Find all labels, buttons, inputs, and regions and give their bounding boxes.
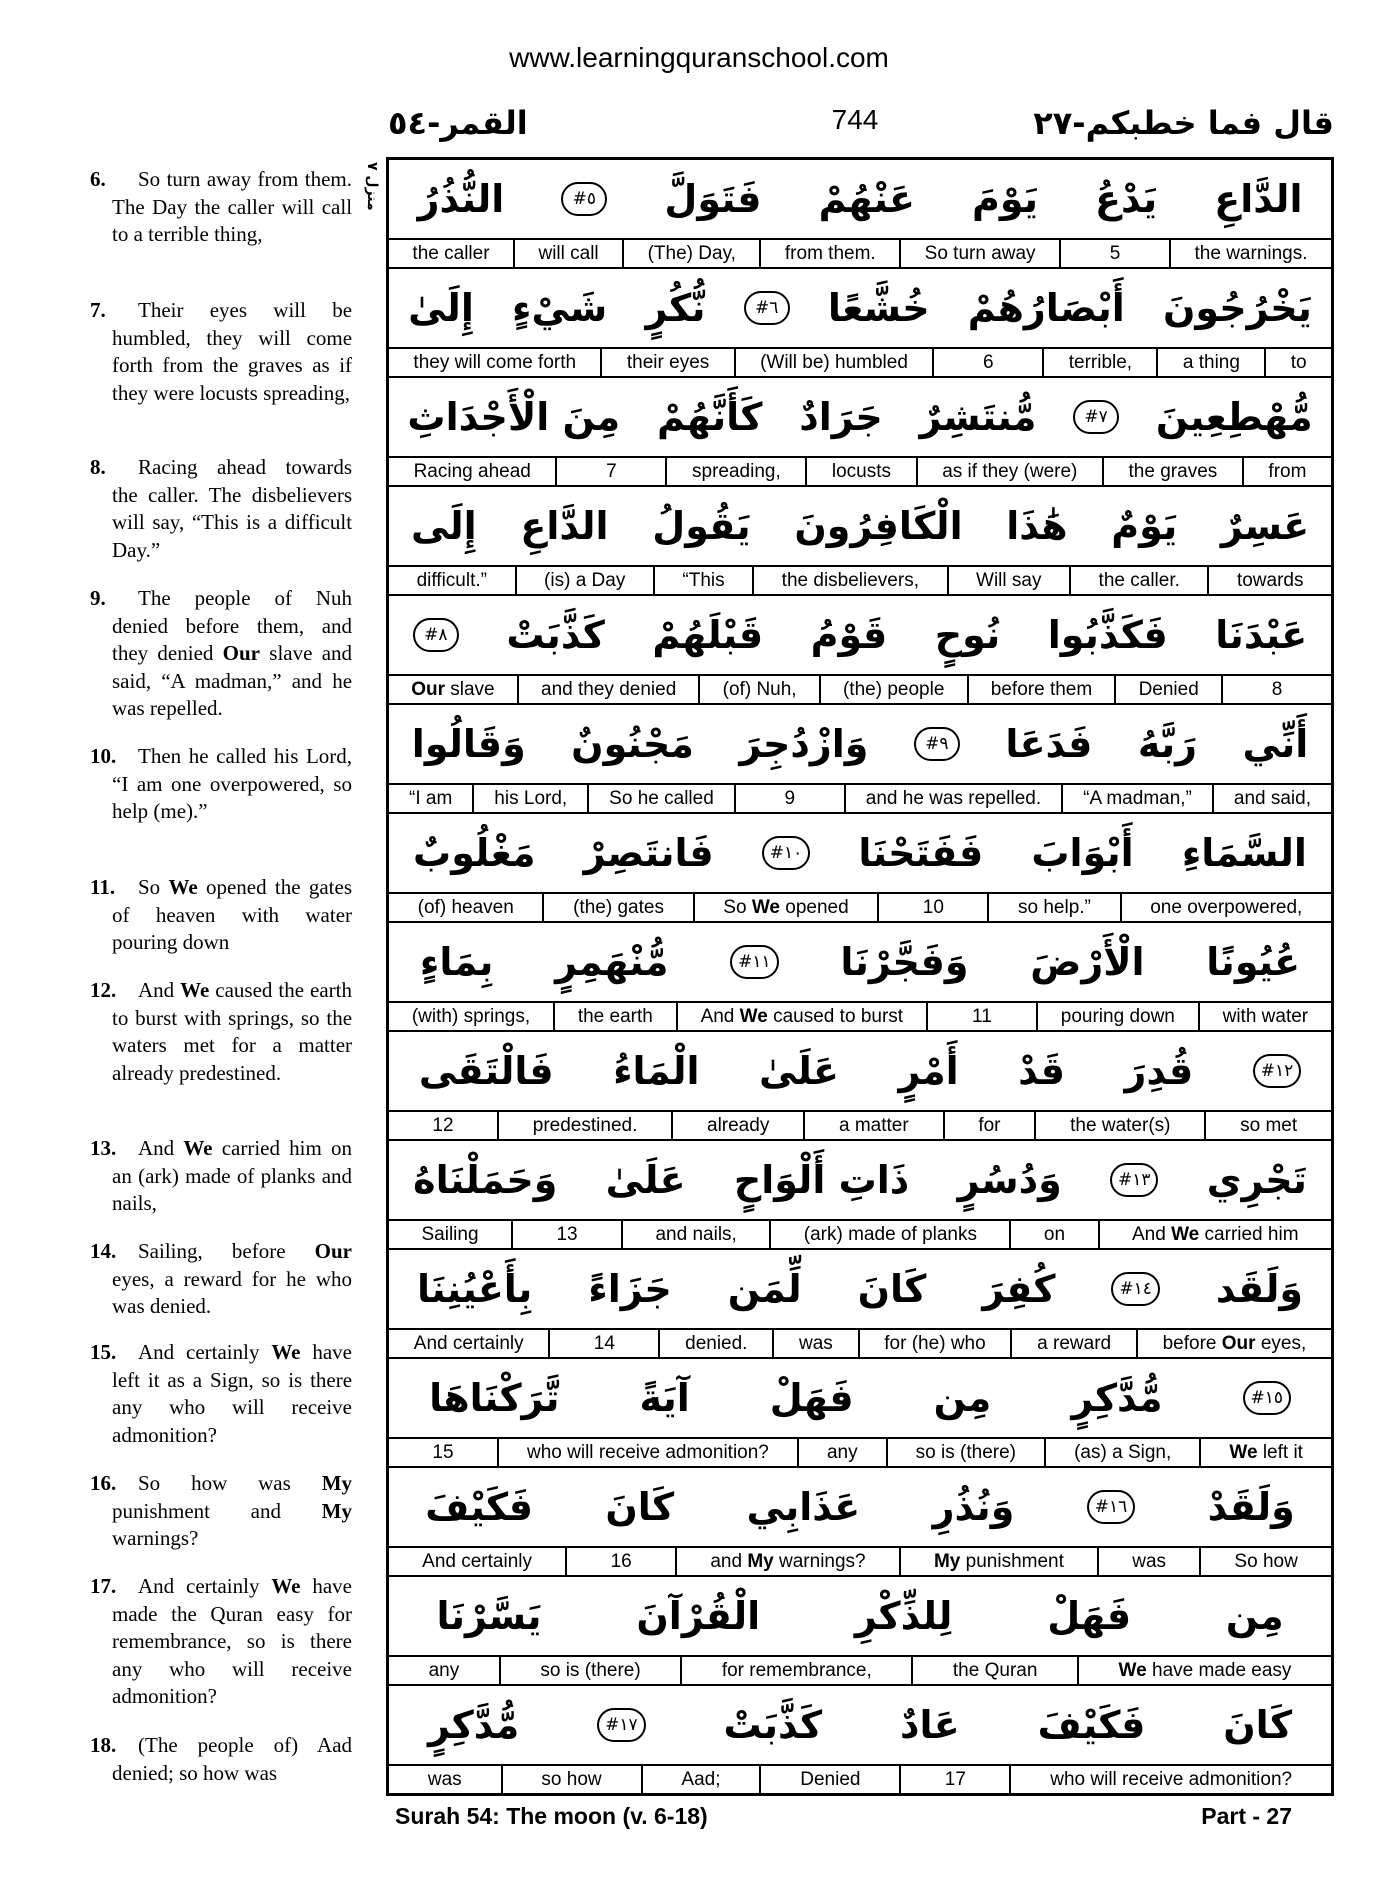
word-meaning-cell: they will come forth (413, 352, 577, 373)
arabic-word: خُشَّعًا (827, 286, 930, 330)
arabic-row (389, 378, 1331, 458)
word-meaning-cell: So he called (587, 785, 734, 812)
word-meaning-cell: was (772, 1330, 857, 1357)
word-meaning-cell: difficult.” (416, 570, 487, 591)
verse-translation: 12. And We caused the earth to burst with springs, so the waters met for a matter already predestined. (90, 978, 353, 1085)
word-meaning-cell: (is) a Day (515, 567, 653, 594)
word-meaning-cell: and he was repelled. (844, 785, 1061, 812)
verse-translation: 13. And We carried him on an (ark) made of planks and nails, (90, 1136, 353, 1215)
verse-number: 15. (90, 1340, 117, 1364)
arabic-row (389, 487, 1331, 567)
arabic-word: مُّنْهَمِرٍ (555, 940, 669, 984)
verse-translation: 6. So turn away from them. The Day the caller will call to a terrible thing, (90, 167, 353, 246)
word-meaning-cell: one overpowered, (1120, 894, 1331, 921)
arabic-word: الْكَافِرُونَ (794, 504, 963, 548)
verse-end-marker: #٧ (1073, 400, 1119, 434)
arabic-word: عَلَىٰ (759, 1049, 839, 1093)
word-meaning-cell: the caller. (1069, 567, 1207, 594)
arabic-word: نُوحٍ (934, 613, 1001, 657)
arabic-word: السَّمَاءِ (1181, 831, 1307, 875)
word-by-word-table (386, 157, 1334, 1796)
verse-number-cell: 7 (555, 458, 665, 485)
word-meaning-cell: a reward (1010, 1330, 1135, 1357)
arabic-row (389, 705, 1331, 785)
word-meaning-cell: so is (there) (499, 1657, 680, 1684)
word-meaning-cell: who will receive admonition? (497, 1439, 797, 1466)
arabic-word: أَنِّي (1242, 722, 1309, 766)
word-meaning-cell: from them. (759, 240, 899, 267)
verse-number: 12. (90, 978, 117, 1002)
arabic-word: وَحَمَلْنَاهُ (413, 1158, 558, 1202)
arabic-word: الدَّاعِ (1214, 177, 1303, 221)
arabic-word: يَقُولُ (652, 504, 751, 548)
verse-number: 14. (90, 1239, 117, 1263)
arabic-word: قَوْمُ (810, 613, 888, 657)
arabic-row (389, 269, 1331, 349)
translation-row (389, 894, 1331, 923)
arabic-row (389, 1141, 1331, 1221)
word-meaning-cell: predestined. (497, 1112, 671, 1139)
arabic-word: فَكَيْفَ (1037, 1703, 1146, 1747)
verse-number: 10. (90, 744, 117, 768)
word-meaning-cell: terrible, (1042, 349, 1156, 376)
arabic-word: تَجْرِي (1206, 1158, 1307, 1202)
verse-translation: 15. And certainly We have left it as a Sign, so is there any who will receive admonition? (90, 1340, 353, 1447)
word-meaning-cell: the Quran (911, 1657, 1077, 1684)
translation-row (389, 567, 1331, 596)
word-meaning-cell: before Our eyes, (1136, 1330, 1331, 1357)
arabic-word: إِلَىٰ (408, 286, 474, 330)
arabic-word: مِن (933, 1376, 992, 1420)
arabic-word: وَنُذُرِ (932, 1485, 1015, 1529)
word-meaning-cell: for (he) who (858, 1330, 1011, 1357)
arabic-row (389, 814, 1331, 894)
translation-row (389, 785, 1331, 814)
word-meaning-cell: And We carried him (1098, 1221, 1331, 1248)
translation-row (389, 1330, 1331, 1359)
word-meaning-cell: locusts (805, 458, 915, 485)
word-meaning-cell: “This (653, 567, 752, 594)
surah-label: القمر-٥٤ (388, 104, 528, 142)
word-meaning-cell: from (1242, 458, 1331, 485)
arabic-word: رَبَّهُ (1137, 722, 1198, 766)
arabic-word: تَّرَكْنَاهَا (429, 1376, 560, 1420)
verse-end-marker: #٩ (914, 727, 960, 761)
word-meaning-cell: Aad; (641, 1766, 760, 1793)
arabic-word: الدَّاعِ (520, 504, 609, 548)
verse-number-cell: 10 (877, 894, 987, 921)
arabic-row (389, 160, 1331, 240)
arabic-word: جَرَادٌ (799, 395, 883, 439)
word-meaning-cell: already (671, 1112, 803, 1139)
arabic-word: عَادٌ (899, 1703, 960, 1747)
arabic-word: يَسَّرْنَا (436, 1594, 542, 1638)
arabic-row (389, 923, 1331, 1003)
verse-translation: 16. So how was My punishment and My warnings? (90, 1471, 353, 1550)
verse-number: 18. (90, 1733, 117, 1757)
word-meaning-cell: and said, (1212, 785, 1331, 812)
verse-end-marker: #١٦ (1087, 1490, 1136, 1524)
word-meaning-cell: as if they (were) (916, 458, 1102, 485)
arabic-word: قَدْ (1018, 1049, 1066, 1093)
translation-row (389, 1548, 1331, 1577)
arabic-word: إِلَى (410, 504, 477, 548)
word-meaning-cell: (The) Day, (622, 240, 759, 267)
arabic-word: عَنْهُمْ (818, 177, 915, 221)
word-meaning-cell: the warnings. (1169, 240, 1331, 267)
arabic-word: فَكَذَّبُوا (1047, 613, 1168, 657)
verse-end-marker: #١٠ (762, 836, 811, 870)
verse-end-marker: #١٤ (1111, 1272, 1160, 1306)
word-meaning-cell: was (427, 1769, 462, 1790)
arabic-word: عَبْدَنَا (1215, 613, 1308, 657)
word-meaning-cell: so met (1204, 1112, 1331, 1139)
arabic-word: مَجْنُونٌ (571, 722, 694, 766)
word-meaning-cell: before them (967, 676, 1115, 703)
word-meaning-cell: for (943, 1112, 1035, 1139)
word-meaning-cell: his Lord, (472, 785, 587, 812)
arabic-word: فَهَلْ (769, 1376, 854, 1420)
word-meaning-cell: on (1009, 1221, 1097, 1248)
word-meaning-cell: (with) springs, (411, 1006, 531, 1027)
arabic-word: آيَةً (639, 1376, 690, 1420)
arabic-word: ذَاتِ أَلْوَاحٍ (733, 1158, 910, 1202)
arabic-row (389, 1468, 1331, 1548)
word-meaning-cell: (ark) made of planks (769, 1221, 1009, 1248)
word-meaning-cell: So We opened (693, 894, 878, 921)
arabic-word: عَلَىٰ (605, 1158, 686, 1202)
word-meaning-cell: “A madman,” (1061, 785, 1212, 812)
verse-translation: 10. Then he called his Lord, “I am one overpowered, so help (me).” (90, 744, 353, 823)
arabic-word: بِأَعْيُنِنَا (417, 1267, 533, 1311)
verse-number-cell: 9 (734, 785, 844, 812)
arabic-word: فَتَوَلَّ (664, 177, 762, 221)
arabic-word: كَأَنَّهُمْ (656, 395, 763, 439)
word-meaning-cell: spreading, (665, 458, 805, 485)
word-meaning-cell: pouring down (1036, 1003, 1198, 1030)
word-meaning-cell: any (797, 1439, 886, 1466)
arabic-word: وَلَقَد (1215, 1267, 1304, 1311)
word-meaning-cell: My punishment (899, 1548, 1097, 1575)
word-meaning-cell: (Will be) humbled (734, 349, 933, 376)
part-label: Part - 27 (1201, 1803, 1292, 1829)
translation-row (389, 240, 1331, 269)
word-meaning-cell: Denied (759, 1766, 899, 1793)
word-meaning-cell: And certainly (413, 1333, 524, 1354)
arabic-row (389, 1359, 1331, 1439)
verse-translation: 9. The people of Nuh denied before them, and they denied Our slave and said, “A madman,” and he was repelled. (90, 586, 353, 720)
verse-number-cell: 12 (432, 1115, 454, 1136)
arabic-word: فَفَتَحْنَا (858, 831, 984, 875)
verse-number-cell: 15 (432, 1442, 454, 1463)
verse-end-marker: #٦ (744, 291, 790, 325)
word-meaning-cell: (as) a Sign, (1044, 1439, 1199, 1466)
verse-number-cell: 11 (926, 1003, 1036, 1030)
arabic-word: مِنَ الْأَجْدَاثِ (407, 395, 621, 439)
word-meaning-cell: denied. (658, 1330, 772, 1357)
word-meaning-cell: will call (513, 240, 622, 267)
verse-number-cell: 5 (1059, 240, 1169, 267)
arabic-word: كَانَ (605, 1485, 675, 1529)
arabic-word: عُيُونًا (1206, 940, 1301, 984)
arabic-word: يَوْمٌ (1111, 504, 1178, 548)
word-meaning-cell: a thing (1156, 349, 1264, 376)
word-meaning-cell: with water (1198, 1003, 1331, 1030)
word-meaning-cell: So turn away (899, 240, 1059, 267)
word-meaning-cell: We left it (1199, 1439, 1331, 1466)
arabic-word: كَذَّبَتْ (506, 613, 605, 657)
verse-number: 11. (90, 875, 116, 899)
word-meaning-cell: And certainly (422, 1551, 532, 1572)
word-meaning-cell: the water(s) (1034, 1112, 1204, 1139)
arabic-word: وَقَالُوا (411, 722, 526, 766)
word-meaning-cell: to (1264, 349, 1331, 376)
arabic-word: فَدَعَا (1005, 722, 1093, 766)
verse-number-cell: 16 (565, 1548, 675, 1575)
word-meaning-cell: Racing ahead (413, 461, 531, 482)
verse-translation: 17. And certainly We have made the Quran easy for remembrance, so is there any who will receive admonition? (90, 1574, 353, 1708)
arabic-word: لِّمَن (727, 1267, 802, 1311)
verse-end-marker: #١٧ (597, 1708, 646, 1742)
arabic-word: أَبْوَابَ (1031, 831, 1134, 875)
arabic-word: الْأَرْضَ (1030, 940, 1145, 984)
word-meaning-cell: for remembrance, (680, 1657, 911, 1684)
arabic-word: جَزَاءً (588, 1267, 672, 1311)
verse-number: 6. (90, 167, 106, 191)
word-meaning-cell: (the) gates (542, 894, 692, 921)
arabic-word: مِن (1225, 1594, 1284, 1638)
arabic-word: فَكَيْفَ (425, 1485, 533, 1529)
translation-row (389, 1221, 1331, 1250)
word-meaning-cell: “I am (409, 788, 453, 809)
word-meaning-cell: Our slave (411, 679, 495, 700)
verse-number-cell: 17 (899, 1766, 1009, 1793)
arabic-word: أَمْرٍ (898, 1049, 959, 1093)
arabic-word: أَبْصَارُهُمْ (967, 286, 1125, 330)
arabic-word: شَيْءٍ (512, 286, 608, 330)
verse-end-marker: #٨ (413, 618, 459, 652)
word-meaning-cell: their eyes (600, 349, 733, 376)
verse-number: 8. (90, 455, 106, 479)
arabic-word: يَوْمَ (972, 177, 1038, 221)
verse-translation: 8. Racing ahead towards the caller. The disbelievers will say, “This is a difficult Day.” (90, 455, 353, 562)
word-meaning-cell: (of) heaven (417, 897, 514, 918)
arabic-row (389, 1250, 1331, 1330)
translation-row (389, 1657, 1331, 1686)
arabic-word: بِمَاءٍ (419, 940, 494, 984)
word-meaning-cell: and they denied (517, 676, 699, 703)
verse-number-cell: 8 (1221, 676, 1331, 703)
arabic-word: فَالْتَقَى (418, 1049, 554, 1093)
word-meaning-cell: a matter (803, 1112, 942, 1139)
word-meaning-cell: so how (501, 1766, 641, 1793)
verse-translation: 11. So We opened the gates of heaven with water pouring down (90, 875, 353, 954)
verse-number: 7. (90, 298, 106, 322)
verse-number-cell: 6 (932, 349, 1042, 376)
arabic-word: هَٰذَا (1006, 504, 1068, 548)
translation-row (389, 1766, 1331, 1793)
arabic-word: الْمَاءُ (613, 1049, 700, 1093)
translation-row (389, 1439, 1331, 1468)
arabic-word: فَهَلْ (1047, 1594, 1132, 1638)
arabic-word: كَانَ (1223, 1703, 1293, 1747)
word-meaning-cell: who will receive admonition? (1009, 1766, 1331, 1793)
arabic-word: وَدُسُرٍ (957, 1158, 1062, 1202)
verse-end-marker: #١٢ (1253, 1054, 1302, 1088)
word-meaning-cell: Will say (947, 567, 1070, 594)
word-meaning-cell: So how (1199, 1548, 1331, 1575)
word-meaning-cell: Sailing (421, 1224, 479, 1245)
arabic-word: مَغْلُوبٌ (413, 831, 536, 875)
verse-number: 16. (90, 1471, 117, 1495)
arabic-word: لِلذِّكْرِ (854, 1594, 953, 1638)
arabic-word: كُفِرَ (982, 1267, 1056, 1311)
page-number: 744 (831, 104, 879, 135)
manzil-mark: منزل ٧ (364, 162, 380, 211)
word-meaning-cell: any (428, 1660, 460, 1681)
word-meaning-cell: (of) Nuh, (698, 676, 818, 703)
arabic-word: وَازْدُجِرَ (739, 722, 869, 766)
arabic-row (389, 1032, 1331, 1112)
arabic-word: مُّدَّكِرٍ (428, 1703, 520, 1747)
word-meaning-cell: so help.” (987, 894, 1119, 921)
arabic-word: نُّكُرٍ (645, 286, 706, 330)
arabic-word: يَدْعُ (1095, 177, 1158, 221)
word-meaning-cell: the disbelievers, (752, 567, 946, 594)
arabic-row (389, 596, 1331, 676)
surah-title: Surah 54: The moon (v. 6-18) (395, 1803, 708, 1829)
arabic-word: يَخْرُجُونَ (1162, 286, 1312, 330)
arabic-word: قَبْلَهُمْ (652, 613, 764, 657)
website-url: www.learningquranschool.com (509, 42, 889, 73)
verse-number-cell: 14 (548, 1330, 658, 1357)
verse-end-marker: #١٣ (1110, 1163, 1159, 1197)
verse-translation: 18. (The people of) Aad denied; so how was (90, 1733, 353, 1785)
word-meaning-cell: was (1097, 1548, 1199, 1575)
word-meaning-cell: towards (1207, 567, 1331, 594)
verse-number-cell: 13 (511, 1221, 621, 1248)
verse-number: 13. (90, 1136, 117, 1160)
word-meaning-cell: and nails, (621, 1221, 769, 1248)
word-meaning-cell: the graves (1102, 458, 1242, 485)
arabic-word: مُّنتَشِرٌ (919, 395, 1037, 439)
verse-number: 9. (90, 586, 106, 610)
translation-row (389, 349, 1331, 378)
arabic-word: فَانتَصِرْ (583, 831, 714, 875)
word-meaning-cell: so is (there) (886, 1439, 1044, 1466)
arabic-word: النُّذُرُ (417, 177, 505, 221)
word-meaning-cell: the caller (412, 243, 490, 264)
arabic-word: الْقُرْآنَ (636, 1594, 761, 1638)
arabic-word: كَانَ (857, 1267, 927, 1311)
verse-translation: 14. Sailing, before Our eyes, a reward for he who was denied. (90, 1239, 352, 1318)
verse-translation: 7. Their eyes will be humbled, they will come forth from the graves as if they were locusts spreading, (90, 298, 353, 405)
translation-row (389, 1003, 1331, 1032)
arabic-row (389, 1577, 1331, 1657)
arabic-word: قُدِرَ (1124, 1049, 1194, 1093)
word-meaning-cell: the earth (553, 1003, 676, 1030)
word-meaning-cell: Denied (1114, 676, 1221, 703)
translation-row (389, 676, 1331, 705)
verse-number: 17. (90, 1574, 117, 1598)
arabic-word: مُّدَّكِرٍ (1071, 1376, 1163, 1420)
arabic-word: كَذَّبَتْ (723, 1703, 823, 1747)
arabic-word: مُّهْطِعِينَ (1155, 395, 1313, 439)
translation-row (389, 1112, 1331, 1141)
word-meaning-cell: (the) people (819, 676, 967, 703)
arabic-word: عَسِرٌ (1220, 504, 1310, 548)
arabic-word: وَفَجَّرْنَا (840, 940, 969, 984)
arabic-word: عَذَابِي (746, 1485, 861, 1529)
translation-row (389, 458, 1331, 487)
word-meaning-cell: And We caused to burst (676, 1003, 926, 1030)
juz-label: قال فما خطبكم-٢٧ (1033, 104, 1334, 142)
verse-end-marker: #١١ (730, 945, 779, 979)
word-meaning-cell: We have made easy (1077, 1657, 1331, 1684)
verse-end-marker: #١٥ (1243, 1381, 1292, 1415)
word-meaning-cell: and My warnings? (675, 1548, 899, 1575)
arabic-word: وَلَقَدْ (1207, 1485, 1295, 1529)
verse-end-marker: #٥ (561, 182, 607, 216)
arabic-row (389, 1686, 1331, 1766)
